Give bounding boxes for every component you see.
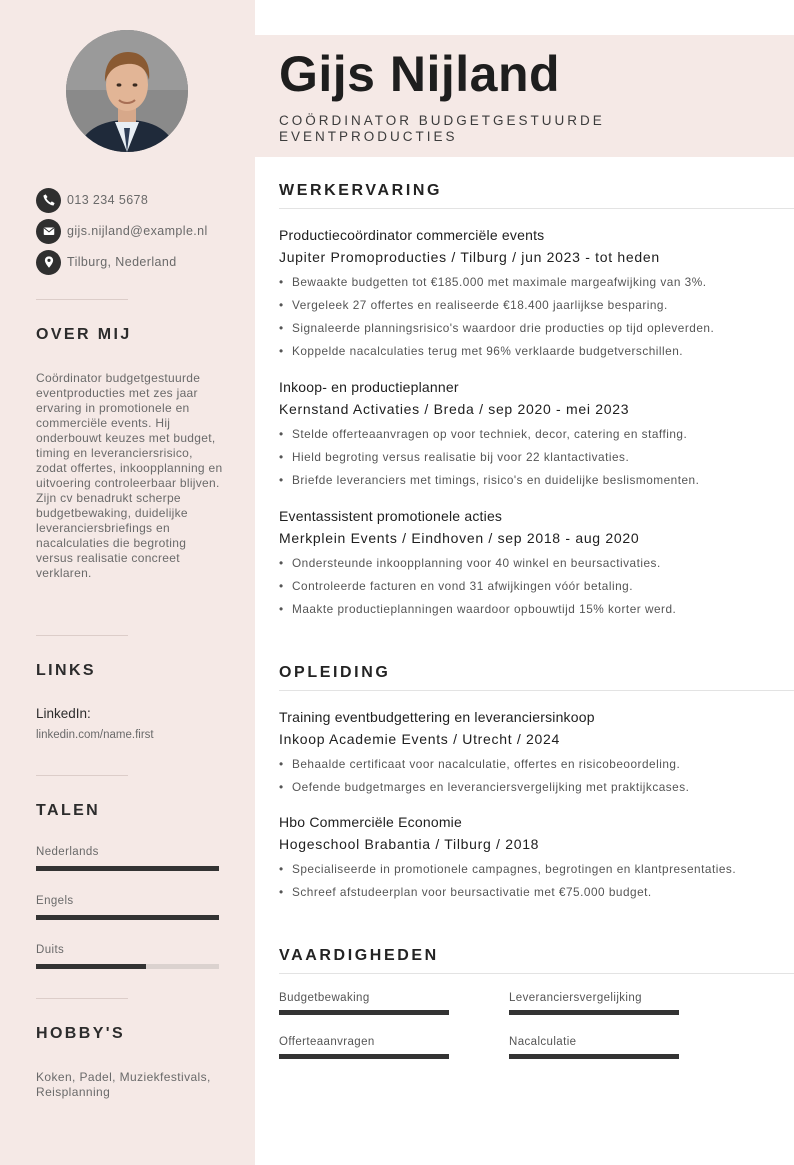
hobbies-text: Koken, Padel, Muziekfestivals, Reisplanning [36,1070,211,1099]
entry-organization: Jupiter Promoproducties / Tilburg / jun 2023 - tot heden [279,249,660,265]
language-item [36,895,219,907]
mail-icon [36,219,61,244]
entry-organization: Inkoop Academie Events / Utrecht / 2024 [279,731,561,747]
bullet-item: • Briefde leveranciers met timings, risico's en duidelijke beslismomenten. [279,473,700,487]
bullet-item: • Controleerde facturen en vond 31 afwijkingen vóór betaling. [279,579,634,593]
bullet-item: • Koppelde nacalculaties terug met 96% verklaarde budgetverschillen. [279,344,684,358]
languages-heading: TALEN [36,802,101,819]
skill-name: Nacalculatie [509,1036,577,1048]
language-name: Nederlands [36,846,99,858]
skill-item [279,1036,449,1048]
sidebar-divider [36,775,128,776]
entry-role: Productiecoördinator commerciële events [279,227,545,243]
bullet-item: • Bewaakte budgetten tot €185.000 met maximale margeafwijking van 3%. [279,275,707,289]
contact-location [36,249,246,275]
experience-heading: WERKERVARING [279,182,443,199]
skill-level-bar [279,1010,449,1015]
contact-email[interactable] [36,218,246,244]
entry-role: Training eventbudgettering en leveranciersinkoop [279,709,595,725]
sidebar-divider [36,998,128,999]
skills-heading: VAARDIGHEDEN [279,947,439,964]
profile-photo [66,30,188,152]
entry-organization: Merkplein Events / Eindhoven / sep 2018 - aug 2020 [279,530,640,546]
bullet-item: • Vergeleek 27 offertes en realiseerde €18.400 jaarlijkse besparing. [279,298,668,312]
portrait-photo-icon [66,30,188,152]
skill-level-fill [279,1010,449,1015]
header-banner [255,35,794,157]
linkedin-link[interactable]: linkedin.com/name.first [36,729,154,741]
language-level-bar [36,964,219,969]
person-name: Gijs Nijland [279,46,561,102]
job-title: COÖRDINATOR BUDGETGESTUURDE EVENTPRODUCTIES [279,113,605,144]
entry-bullets [279,858,794,904]
skill-level-fill [279,1054,449,1059]
bullet-item: • Maakte productieplanningen waardoor opbouwtijd 15% korter werd. [279,602,677,616]
links-heading: LINKS [36,662,96,679]
hobbies-heading: HOBBY'S [36,1025,126,1042]
skill-level-fill [509,1054,679,1059]
bullet-item: • Oefende budgetmarges en leveranciersvergelijking met praktijkcases. [279,780,690,794]
bullet-item: • Signaleerde planningsrisico's waardoor drie producties op tijd opleverden. [279,321,715,335]
entry-organization: Hogeschool Brabantia / Tilburg / 2018 [279,836,540,852]
education-heading: OPLEIDING [279,664,391,681]
entry-bullets [279,552,794,621]
language-name: Engels [36,895,74,907]
phone-number: 013 234 5678 [67,193,149,207]
language-level-bar [36,915,219,920]
experience-entry [279,508,794,621]
language-level-bar [36,866,219,871]
linkedin-label: LinkedIn: [36,706,91,721]
experience-entry [279,379,794,492]
phone-icon [36,188,61,213]
skill-name: Budgetbewaking [279,992,370,1004]
about-heading: OVER MIJ [36,326,132,343]
section-divider [279,208,794,209]
location-text: Tilburg, Nederland [67,255,177,269]
entry-organization: Kernstand Activaties / Breda / sep 2020 - mei 2023 [279,401,630,417]
email-address: gijs.nijland@example.nl [67,224,208,238]
about-text: Coördinator budgetgestuurde eventproducties met zes jaar ervaring in promotionele en commerciële events. Hij onderbouwt keuzes met budget, timing en leveranciersrisico, zodat offertes, inkoopplanning en uitvoering controleerbaar blijven. Zijn cv benadrukt scherpe budgetbewaking, duidelijke leveranciersbriefings en nacalculaties die begroting versus realisatie concreet verklaren. [36,371,223,580]
language-item [36,944,219,956]
section-divider [279,973,794,974]
entry-role: Inkoop- en productieplanner [279,379,459,395]
skill-level-bar [279,1054,449,1059]
language-name: Duits [36,944,65,956]
bullet-item: • Hield begroting versus realisatie bij voor 22 klantactivaties. [279,450,630,464]
contact-phone[interactable] [36,187,246,213]
language-level-fill [36,964,146,969]
language-level-fill [36,915,219,920]
bullet-item: • Ondersteunde inkoopplanning voor 40 winkel en beursactivaties. [279,556,661,570]
map-pin-icon [36,250,61,275]
skill-level-bar [509,1054,679,1059]
entry-bullets [279,753,794,799]
entry-bullets [279,271,794,363]
entry-role: Eventassistent promotionele acties [279,508,503,524]
sidebar-divider [36,299,128,300]
bullet-item: • Schreef afstudeerplan voor beursactivatie met €75.000 budget. [279,885,652,899]
entry-role: Hbo Commerciële Economie [279,814,462,830]
skill-item [509,992,679,1004]
skill-item [279,992,449,1004]
section-divider [279,690,794,691]
language-item [36,846,219,858]
language-level-fill [36,866,219,871]
skill-item [509,1036,679,1048]
sidebar [0,0,255,1165]
bullet-item: • Stelde offerteaanvragen op voor techniek, decor, catering en staffing. [279,427,688,441]
entry-bullets [279,423,794,492]
education-entry [279,814,794,904]
skill-level-bar [509,1010,679,1015]
bullet-item: • Specialiseerde in promotionele campagnes, begrotingen en klantpresentaties. [279,862,737,876]
skill-level-fill [509,1010,679,1015]
sidebar-divider [36,635,128,636]
experience-entry [279,227,794,363]
bullet-item: • Behaalde certificaat voor nacalculatie, offertes en risicobeoordeling. [279,757,681,771]
skill-name: Offerteaanvragen [279,1036,375,1048]
education-entry [279,709,794,799]
skill-name: Leveranciersvergelijking [509,992,642,1004]
